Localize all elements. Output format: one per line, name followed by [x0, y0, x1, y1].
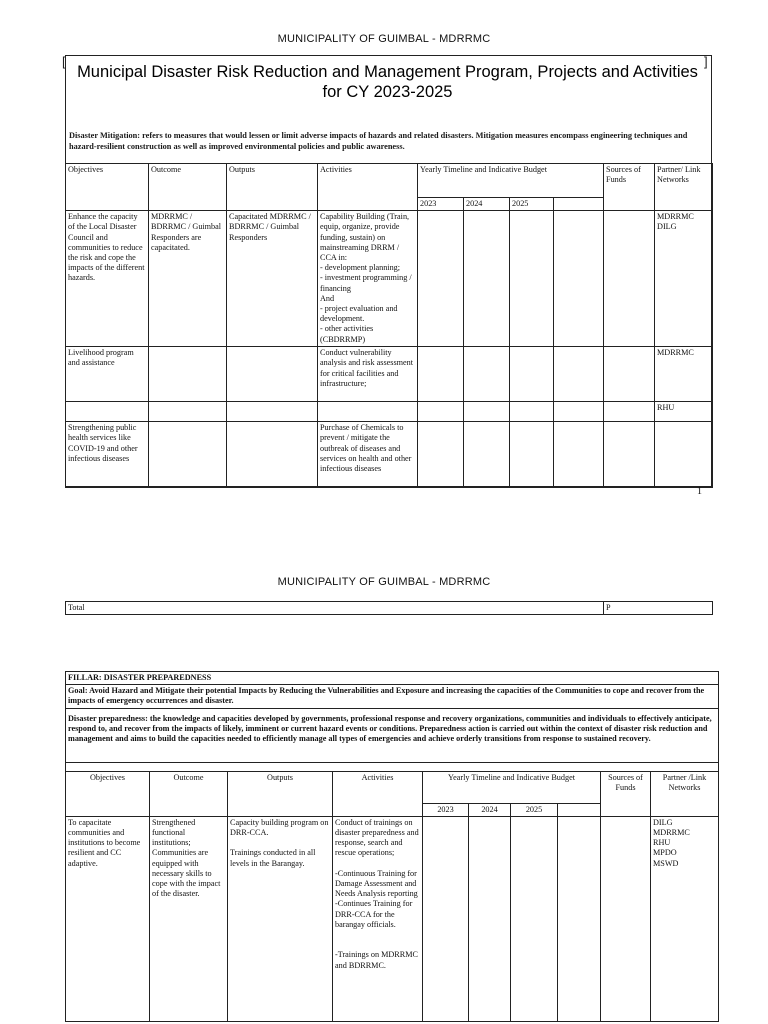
col-timeline: Yearly Timeline and Indicative Budget [418, 164, 604, 198]
table-row [66, 211, 713, 347]
preparedness-definition: Disaster preparedness: the knowledge and capacities developed by governments, professional response and recovery organizations, communities and individuals to effectively anticipate, respond to, and recover from the impacts of likely, imminent or current hazard events or conditions. Preparedness action is carried out within the context of disaster risk reduction and management and aims to build the capacities needed to efficiently manage all types of emergencies and achieve orderly transitions from response to sustained recovery. [66, 708, 719, 762]
cell [418, 347, 464, 402]
row1-objectives: Enhance the capacity of the Local Disaster Council and communities to reduce the risk and cope the impacts of the different hazards. [66, 211, 149, 347]
col-activities: Activities [318, 164, 418, 211]
col-sources: Sources of Funds [601, 771, 651, 816]
prep-partner: DILG MDRRMC RHU MPDO MSWD [651, 816, 719, 1021]
row1-outcome: MDRRMC / BDRRMC / Guimbal Responders are capacitated. [149, 211, 227, 347]
row4-outputs [227, 422, 318, 488]
page-number: 1 [697, 486, 702, 497]
page1-bracket-left: [ [62, 54, 66, 69]
preparedness-table [65, 671, 719, 1022]
year-blank [558, 803, 601, 816]
cell [510, 211, 554, 347]
cell [554, 347, 604, 402]
cell [604, 402, 655, 422]
col-objectives: Objectives [66, 771, 150, 816]
cell [510, 402, 554, 422]
cell [604, 347, 655, 402]
table-row [66, 347, 713, 402]
year-2025: 2025 [511, 803, 558, 816]
row1-activities: Capability Building (Train, equip, organize, provide funding, sustain) on mainstreaming DRRM / CCA in: - development planning; - investment programming / financing And - project evaluation and development. - other activities (CBDRRMP) [318, 211, 418, 347]
row4-partner [655, 422, 713, 488]
row3-outputs [227, 402, 318, 422]
row1-partner: MDRRMC DILG [655, 211, 713, 347]
col-timeline: Yearly Timeline and Indicative Budget [423, 771, 601, 803]
row2-partner: MDRRMC [655, 347, 713, 402]
year-blank [554, 198, 604, 211]
table-row [66, 402, 713, 422]
row2-outcome [149, 347, 227, 402]
cell [464, 211, 510, 347]
row4-outcome [149, 422, 227, 488]
row4-activities: Purchase of Chemicals to prevent / mitigate the outbreak of diseases and services on health and other infectious diseases [318, 422, 418, 488]
prep-outcome: Strengthened functional institutions; Communities are equipped with necessary skills to cope with the impact of the disaster. [150, 816, 228, 1021]
row4-objectives: Strengthening public health services like COVID-19 and other infectious diseases [66, 422, 149, 488]
cell [510, 422, 554, 488]
row2-outputs [227, 347, 318, 402]
cell [469, 816, 511, 1021]
col-objectives: Objectives [66, 164, 149, 211]
year-2023: 2023 [418, 198, 464, 211]
prep-activities: Conduct of trainings on disaster preparedness and response, search and rescue operations; -Continuous Training for Damage Assessment and Needs Analysis reporting -Continues Training for DRR-CCA for the barangay officials. -Trainings on MDRRMC and BDRRMC. [333, 816, 423, 1021]
cell [418, 402, 464, 422]
page1-bracket-right: ] [704, 54, 708, 69]
prep-objectives: To capacitate communities and institutions to become resilient and CC adaptive. [66, 816, 150, 1021]
col-outputs: Outputs [227, 164, 318, 211]
cell [554, 211, 604, 347]
cell [604, 422, 655, 488]
col-sources: Sources of Funds [604, 164, 655, 211]
row1-outputs: Capacitated MDRRMC / BDRRMC / Guimbal Responders [227, 211, 318, 347]
cell [604, 211, 655, 347]
row3-activities [318, 402, 418, 422]
mitigation-table [65, 163, 713, 488]
cell [601, 816, 651, 1021]
year-2023: 2023 [423, 803, 469, 816]
col-outcome: Outcome [149, 164, 227, 211]
spacer-row [66, 762, 719, 771]
row3-outcome [149, 402, 227, 422]
cell [558, 816, 601, 1021]
year-2024: 2024 [464, 198, 510, 211]
row3-objectives [66, 402, 149, 422]
year-2025: 2025 [510, 198, 554, 211]
cell [464, 347, 510, 402]
goal-text: Goal: Avoid Hazard and Mitigate their potential Impacts by Reducing the Vulnerabilities and Exposure and increasing the capacities of the Communities to cope and recover from the impacts of emergency occurrences and disaster. [66, 685, 719, 708]
row2-objectives: Livelihood program and assistance [66, 347, 149, 402]
pillar-title: FILLAR: DISASTER PREPAREDNESS [66, 672, 719, 685]
total-value: P [604, 602, 713, 615]
total-table [65, 601, 713, 615]
page2-header: MUNICIPALITY OF GUIMBAL - MDRRMC [277, 576, 491, 588]
cell [554, 422, 604, 488]
cell [423, 816, 469, 1021]
cell [418, 211, 464, 347]
cell [554, 402, 604, 422]
table-row [66, 422, 713, 488]
col-partner: Partner /Link Networks [651, 771, 719, 816]
page1-header: MUNICIPALITY OF GUIMBAL - MDRRMC [277, 33, 491, 45]
page-title: Municipal Disaster Risk Reduction and Management Program, Projects and Activities for CY 2023-2025 [77, 63, 698, 101]
row3-partner: RHU [655, 402, 713, 422]
cell [510, 347, 554, 402]
cell [464, 422, 510, 488]
cell [464, 402, 510, 422]
total-label: Total [66, 602, 604, 615]
col-outputs: Outputs [228, 771, 333, 816]
row2-activities: Conduct vulnerability analysis and risk assessment for critical facilities and infrastructure; [318, 347, 418, 402]
col-partner: Partner/ Link Networks [655, 164, 713, 211]
mitigation-definition: Disaster Mitigation: refers to measures that would lessen or limit adverse impacts of hazards and related disasters. Mitigation measures encompass engineering techniques and hazard-resilient construction as well as improved environmental policies and public awareness. [69, 131, 688, 151]
col-outcome: Outcome [150, 771, 228, 816]
prep-outputs: Capacity building program on DRR-CCA. Trainings conducted in all levels in the Barangay. [228, 816, 333, 1021]
cell [511, 816, 558, 1021]
year-2024: 2024 [469, 803, 511, 816]
table-row [66, 816, 719, 1021]
cell [418, 422, 464, 488]
col-activities: Activities [333, 771, 423, 816]
